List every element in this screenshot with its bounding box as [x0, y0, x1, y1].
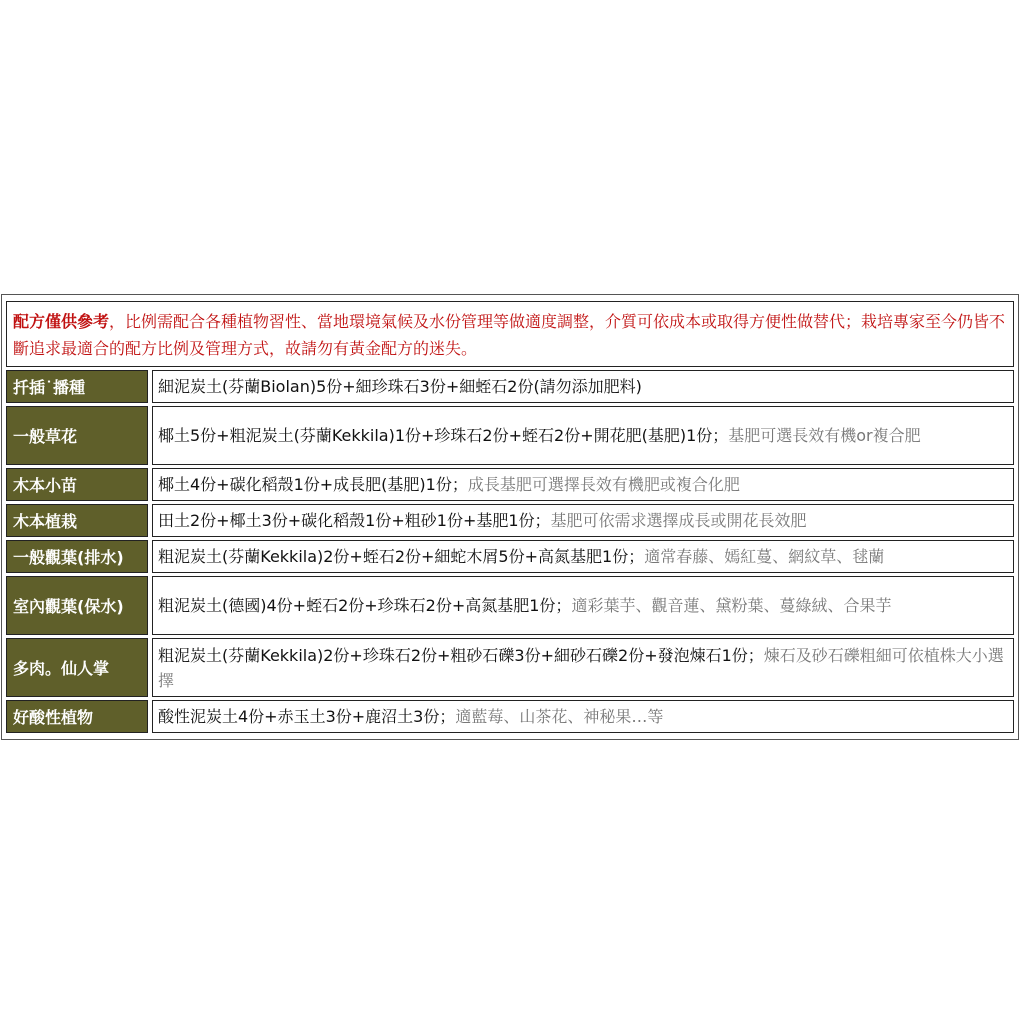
reference-note: [6, 301, 1014, 367]
recipe-text: 酸性泥炭土4份+赤玉土3份+鹿沼土3份；: [158, 707, 456, 726]
table-row: [6, 370, 1014, 403]
recipe-text: 粗泥炭土(芬蘭Kekkila)2份+蛭石2份+細蛇木屑5份+高氮基肥1份；: [158, 547, 645, 566]
table-row: [6, 468, 1014, 501]
soil-mix-table: [2, 298, 1018, 736]
recipe-note: 煉石及砂石礫粗細可依植株大小選擇: [158, 645, 1004, 690]
note-row: [6, 301, 1014, 367]
category-label: 木本植栽: [6, 504, 148, 537]
recipe-cell: [152, 406, 1014, 465]
recipe-cell: [152, 468, 1014, 501]
table-row: [6, 700, 1014, 733]
recipe-cell: [152, 638, 1014, 697]
recipe-text: 椰土5份+粗泥炭土(芬蘭Kekkila)1份+珍珠石2份+蛭石2份+開花肥(基肥)1份；: [158, 426, 729, 445]
recipe-cell: [152, 576, 1014, 635]
recipe-note: 基肥可選長效有機or複合肥: [728, 426, 921, 445]
category-label: 木本小苗: [6, 468, 148, 501]
table-row: [6, 540, 1014, 573]
soil-mix-table-frame: [1, 294, 1019, 740]
reference-note-bold: 配方僅供參考: [13, 312, 110, 331]
category-label: 一般觀葉(排水): [6, 540, 148, 573]
recipe-note: 適藍莓、山茶花、神秘果…等: [455, 707, 664, 726]
recipe-cell: [152, 540, 1014, 573]
category-label: 扦插˙播種: [6, 370, 148, 403]
category-label: 好酸性植物: [6, 700, 148, 733]
category-label: 多肉。仙人掌: [6, 638, 148, 697]
reference-note-text: ，比例需配合各種植物習性、當地環境氣候及水份管理等做適度調整，介質可依成本或取得方便性做替代；栽培專家至今仍皆不斷追求最適合的配方比例及管理方式，故請勿有黃金配方的迷失。: [13, 312, 1006, 358]
category-label: 室內觀葉(保水): [6, 576, 148, 635]
recipe-text: 粗泥炭土(芬蘭Kekkila)2份+珍珠石2份+粗砂石礫3份+細砂石礫2份+發泡煉石1份；: [158, 645, 764, 665]
table-row: [6, 504, 1014, 537]
recipe-text: 細泥炭土(芬蘭Biolan)5份+細珍珠石3份+細蛭石2份(請勿添加肥料): [158, 377, 642, 396]
recipe-note: 適彩葉芋、觀音蓮、黛粉葉、蔓綠絨、合果芋: [571, 596, 892, 615]
recipe-note: 成長基肥可選擇長效有機肥或複合化肥: [467, 475, 740, 494]
recipe-cell: [152, 504, 1014, 537]
table-row: [6, 638, 1014, 697]
recipe-note: 適常春藤、嫣紅蔓、網紋草、毬蘭: [644, 547, 885, 566]
table-row: [6, 406, 1014, 465]
recipe-text: 椰土4份+碳化稻殼1份+成長肥(基肥)1份；: [158, 475, 468, 494]
recipe-cell: [152, 370, 1014, 403]
recipe-text: 田土2份+椰土3份+碳化稻殼1份+粗砂1份+基肥1份；: [158, 511, 551, 530]
recipe-note: 基肥可依需求選擇成長或開花長效肥: [550, 511, 807, 530]
recipe-text: 粗泥炭土(德國)4份+蛭石2份+珍珠石2份+高氮基肥1份；: [158, 596, 572, 615]
category-label: 一般草花: [6, 406, 148, 465]
recipe-cell: [152, 700, 1014, 733]
table-row: [6, 576, 1014, 635]
